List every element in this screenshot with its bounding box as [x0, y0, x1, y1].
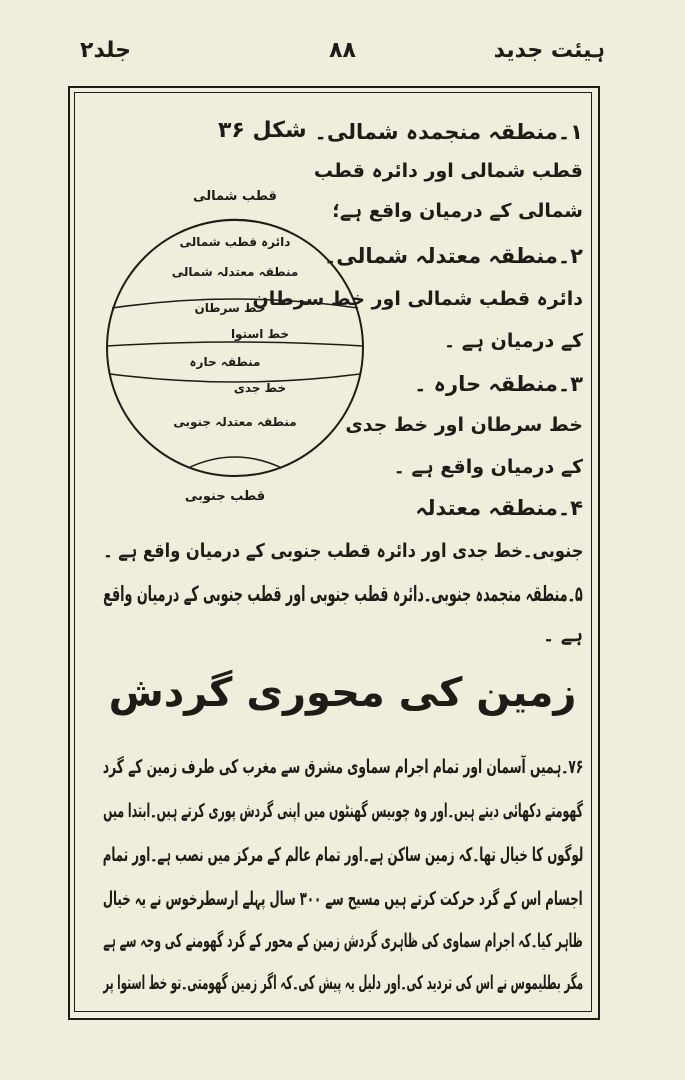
label-north-temperate: منطقہ معتدلہ شمالی	[171, 265, 299, 279]
antarctic-circle-line	[188, 457, 282, 468]
figure-label: شکل ۳۶	[218, 118, 307, 143]
zone-2-heading: ۲۔منطقہ معتدلہ شمالی۔	[323, 244, 583, 268]
label-tropic-cancer: خط سرطان	[194, 301, 266, 315]
zone-2-line-1: دائرہ قطب شمالی اور خط سرطان	[252, 288, 583, 310]
globe-zones-diagram	[100, 178, 370, 508]
body-line-6: مگر بطلیموس نے اس کی تردید کی۔اور دلیل یہ پیش کی۔کہ اگر زمین گھومتی۔تو خط استوا پر	[103, 972, 583, 994]
running-head	[80, 38, 605, 78]
label-equator: خط استوا	[230, 327, 290, 341]
book-title: ہیئت جدید	[493, 38, 605, 63]
zone-3-line-2: کے درمیان واقع ہے ۔	[393, 456, 583, 478]
label-tropic-capricorn: خط جدی	[233, 381, 287, 395]
zone-5-line-end: ہے ۔	[542, 624, 583, 646]
body-line-3: لوگوں کا خیال تھا۔کہ زمین ساکن ہے۔اور تمام عالم کے مرکز میں نصب ہے۔اور تمام	[102, 844, 583, 866]
label-south-temperate: منطقہ معتدلہ جنوبی	[173, 415, 297, 429]
label-torrid-zone: منطقہ حارہ	[189, 355, 261, 369]
zone-4-line-1: جنوبی۔خط جدی اور دائرہ قطب جنوبی کے درمیان واقع ہے ۔	[102, 540, 583, 562]
label-arctic-circle: دائرہ قطب شمالی	[179, 235, 291, 249]
equator-line	[107, 342, 363, 346]
zone-1-line-1: قطب شمالی اور دائرہ قطب	[313, 160, 583, 182]
body-line-1: ۷۶۔ہمیں آسمان اور تمام اجرام سماوی مشرق سے مغرب کی طرف زمین کے گرد	[102, 756, 583, 778]
section-title: زمین کی محوری گردش	[108, 670, 577, 716]
zone-1-heading: ۱۔منطقہ منجمدہ شمالی۔	[314, 120, 583, 144]
page-number: ۸۸	[329, 38, 356, 63]
body-line-2: گھومتے دکھائی دیتے ہیں۔اور وہ چوبیس گھنٹوں میں اپنی گردش پوری کرتے ہیں۔ابتدا میں	[103, 800, 583, 822]
body-line-4: اجسام اس کے گرد حرکت کرتے ہیں مسیح سے ۳۰۰ سال پہلے ارسطرخوس نے یہ خیال	[103, 888, 583, 910]
zone-4-heading: ۴۔منطقہ معتدلہ	[415, 496, 583, 520]
volume-label: جلد۲	[80, 38, 131, 63]
zone-2-line-2: کے درمیان ہے ۔	[444, 330, 583, 352]
arctic-circle-line	[182, 220, 288, 232]
label-north-pole: قطب شمالی	[193, 189, 277, 204]
label-south-pole: قطب جنوبی	[184, 489, 266, 504]
zone-3-heading: ۳۔منطقہ حارہ ۔	[414, 372, 583, 396]
zone-3-line-1: خط سرطان اور خط جدی	[345, 414, 583, 436]
body-line-5: ظاہر کیا۔کہ اجرام سماوی کی ظاہری گردش زمین کے محور کے گرد گھومنے کی وجہ سے ہے	[103, 930, 583, 952]
zone-5-heading: ۵۔منطقہ منجمدہ جنوبی۔دائرہ قطب جنوبی اور قطب جنوبی کے درمیان واقع	[103, 582, 583, 606]
zone-1-line-2: شمالی کے درمیان واقع ہے؛	[332, 200, 583, 222]
